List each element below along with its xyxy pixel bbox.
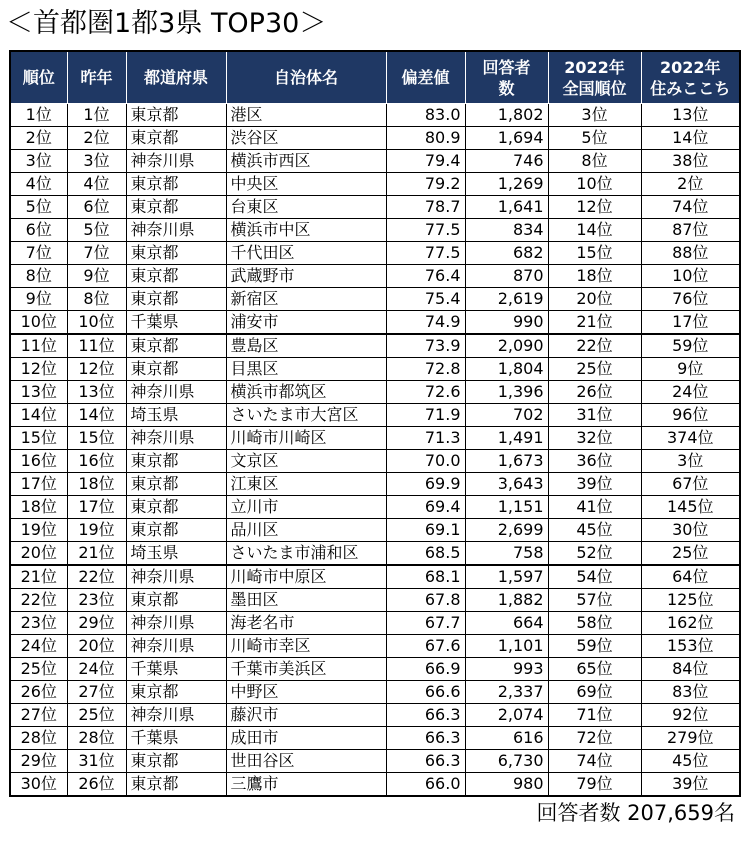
municipality-cell: 武蔵野市	[226, 265, 386, 288]
livability-cell: 30位	[641, 519, 740, 542]
prefecture-cell: 東京都	[126, 242, 226, 265]
table-row	[10, 242, 740, 265]
national-rank-cell: 39位	[548, 473, 641, 496]
prefecture-cell: 東京都	[126, 589, 226, 612]
livability-cell: 9位	[641, 358, 740, 381]
national-rank-cell: 21位	[548, 311, 641, 335]
table-row	[10, 173, 740, 196]
deviation-cell: 66.9	[386, 658, 465, 681]
deviation-cell: 80.9	[386, 127, 465, 150]
livability-cell: 2位	[641, 173, 740, 196]
table-row	[10, 612, 740, 635]
respondents-cell: 1,804	[465, 358, 548, 381]
livability-cell: 3位	[641, 450, 740, 473]
deviation-cell: 69.1	[386, 519, 465, 542]
rank-cell: 25位	[10, 658, 67, 681]
last-year-cell: 31位	[67, 750, 126, 773]
last-year-cell: 16位	[67, 450, 126, 473]
municipality-cell: さいたま市浦和区	[226, 542, 386, 566]
table-row	[10, 450, 740, 473]
national-rank-cell: 65位	[548, 658, 641, 681]
national-rank-cell: 45位	[548, 519, 641, 542]
last-year-cell: 25位	[67, 704, 126, 727]
national-rank-cell: 41位	[548, 496, 641, 519]
header-respondents	[465, 51, 548, 104]
municipality-cell: 新宿区	[226, 288, 386, 311]
municipality-cell: 品川区	[226, 519, 386, 542]
national-rank-cell: 20位	[548, 288, 641, 311]
last-year-cell: 29位	[67, 612, 126, 635]
prefecture-cell: 東京都	[126, 519, 226, 542]
municipality-cell: 川崎市幸区	[226, 635, 386, 658]
rank-cell: 1位	[10, 104, 67, 127]
last-year-cell: 24位	[67, 658, 126, 681]
municipality-cell: 千代田区	[226, 242, 386, 265]
last-year-cell: 9位	[67, 265, 126, 288]
respondents-cell: 616	[465, 727, 548, 750]
rank-cell: 18位	[10, 496, 67, 519]
respondents-cell: 1,802	[465, 104, 548, 127]
last-year-cell: 12位	[67, 358, 126, 381]
rank-cell: 9位	[10, 288, 67, 311]
deviation-cell: 77.5	[386, 242, 465, 265]
respondents-cell: 746	[465, 150, 548, 173]
municipality-cell: 墨田区	[226, 589, 386, 612]
municipality-cell: 三鷹市	[226, 773, 386, 797]
municipality-cell: 横浜市中区	[226, 219, 386, 242]
municipality-cell: 台東区	[226, 196, 386, 219]
table-row	[10, 589, 740, 612]
prefecture-cell: 東京都	[126, 265, 226, 288]
livability-cell: 67位	[641, 473, 740, 496]
national-rank-cell: 5位	[548, 127, 641, 150]
deviation-cell: 66.0	[386, 773, 465, 797]
rank-cell: 5位	[10, 196, 67, 219]
prefecture-cell: 神奈川県	[126, 150, 226, 173]
ranking-table	[9, 50, 741, 797]
last-year-cell: 4位	[67, 173, 126, 196]
deviation-cell: 77.5	[386, 219, 465, 242]
respondents-cell: 990	[465, 311, 548, 335]
national-rank-cell: 22位	[548, 334, 641, 358]
livability-cell: 76位	[641, 288, 740, 311]
national-rank-cell: 3位	[548, 104, 641, 127]
deviation-cell: 71.3	[386, 427, 465, 450]
livability-cell: 24位	[641, 381, 740, 404]
header-line: 数	[498, 78, 515, 98]
respondents-cell: 2,699	[465, 519, 548, 542]
national-rank-cell: 74位	[548, 750, 641, 773]
rank-cell: 16位	[10, 450, 67, 473]
respondents-cell: 664	[465, 612, 548, 635]
header-municipality	[226, 51, 386, 104]
rank-cell: 7位	[10, 242, 67, 265]
livability-cell: 74位	[641, 196, 740, 219]
respondents-cell: 1,269	[465, 173, 548, 196]
prefecture-cell: 東京都	[126, 450, 226, 473]
table-row	[10, 681, 740, 704]
respondents-cell: 3,643	[465, 473, 548, 496]
deviation-cell: 79.2	[386, 173, 465, 196]
respondents-cell: 1,673	[465, 450, 548, 473]
prefecture-cell: 東京都	[126, 127, 226, 150]
table-row	[10, 334, 740, 358]
table-row	[10, 219, 740, 242]
livability-cell: 87位	[641, 219, 740, 242]
prefecture-cell: 神奈川県	[126, 704, 226, 727]
national-rank-cell: 12位	[548, 196, 641, 219]
last-year-cell: 17位	[67, 496, 126, 519]
prefecture-cell: 神奈川県	[126, 381, 226, 404]
last-year-cell: 26位	[67, 773, 126, 797]
prefecture-cell: 神奈川県	[126, 219, 226, 242]
municipality-cell: 港区	[226, 104, 386, 127]
table-row	[10, 496, 740, 519]
rank-cell: 8位	[10, 265, 67, 288]
last-year-cell: 19位	[67, 519, 126, 542]
table-row	[10, 265, 740, 288]
deviation-cell: 67.8	[386, 589, 465, 612]
table-row	[10, 542, 740, 566]
last-year-cell: 22位	[67, 565, 126, 589]
livability-cell: 64位	[641, 565, 740, 589]
respondents-cell: 1,396	[465, 381, 548, 404]
prefecture-cell: 東京都	[126, 288, 226, 311]
livability-cell: 92位	[641, 704, 740, 727]
livability-cell: 25位	[641, 542, 740, 566]
prefecture-cell: 東京都	[126, 681, 226, 704]
prefecture-cell: 東京都	[126, 334, 226, 358]
prefecture-cell: 埼玉県	[126, 542, 226, 566]
rank-cell: 23位	[10, 612, 67, 635]
rank-cell: 3位	[10, 150, 67, 173]
last-year-cell: 23位	[67, 589, 126, 612]
last-year-cell: 13位	[67, 381, 126, 404]
municipality-cell: 成田市	[226, 727, 386, 750]
rank-cell: 2位	[10, 127, 67, 150]
rank-cell: 11位	[10, 334, 67, 358]
deviation-cell: 72.6	[386, 381, 465, 404]
municipality-cell: 横浜市西区	[226, 150, 386, 173]
prefecture-cell: 神奈川県	[126, 565, 226, 589]
rank-cell: 17位	[10, 473, 67, 496]
livability-cell: 83位	[641, 681, 740, 704]
last-year-cell: 7位	[67, 242, 126, 265]
livability-cell: 374位	[641, 427, 740, 450]
last-year-cell: 21位	[67, 542, 126, 566]
deviation-cell: 83.0	[386, 104, 465, 127]
table-row	[10, 427, 740, 450]
rank-cell: 15位	[10, 427, 67, 450]
prefecture-cell: 神奈川県	[126, 612, 226, 635]
prefecture-cell: 千葉県	[126, 658, 226, 681]
respondents-cell: 1,491	[465, 427, 548, 450]
prefecture-cell: 神奈川県	[126, 427, 226, 450]
rank-cell: 22位	[10, 589, 67, 612]
deviation-cell: 74.9	[386, 311, 465, 335]
deviation-cell: 67.7	[386, 612, 465, 635]
livability-cell: 279位	[641, 727, 740, 750]
header-livability-2022	[641, 51, 740, 104]
livability-cell: 153位	[641, 635, 740, 658]
last-year-cell: 14位	[67, 404, 126, 427]
respondents-cell: 980	[465, 773, 548, 797]
livability-cell: 39位	[641, 773, 740, 797]
prefecture-cell: 東京都	[126, 358, 226, 381]
last-year-cell: 20位	[67, 635, 126, 658]
respondents-cell: 1,101	[465, 635, 548, 658]
header-line: 自治体名	[273, 68, 338, 87]
table-row	[10, 565, 740, 589]
last-year-cell: 1位	[67, 104, 126, 127]
table-body	[10, 104, 740, 797]
national-rank-cell: 26位	[548, 381, 641, 404]
prefecture-cell: 東京都	[126, 750, 226, 773]
municipality-cell: 藤沢市	[226, 704, 386, 727]
deviation-cell: 75.4	[386, 288, 465, 311]
respondents-cell: 1,597	[465, 565, 548, 589]
respondents-cell: 1,882	[465, 589, 548, 612]
rank-cell: 4位	[10, 173, 67, 196]
rank-cell: 29位	[10, 750, 67, 773]
deviation-cell: 66.3	[386, 704, 465, 727]
rank-cell: 13位	[10, 381, 67, 404]
livability-cell: 145位	[641, 496, 740, 519]
table-row	[10, 635, 740, 658]
prefecture-cell: 東京都	[126, 496, 226, 519]
national-rank-cell: 10位	[548, 173, 641, 196]
national-rank-cell: 31位	[548, 404, 641, 427]
table-row	[10, 473, 740, 496]
table-row	[10, 773, 740, 797]
national-rank-cell: 15位	[548, 242, 641, 265]
respondents-cell: 1,694	[465, 127, 548, 150]
respondents-cell: 993	[465, 658, 548, 681]
header-line: 回答者	[482, 57, 531, 77]
livability-cell: 84位	[641, 658, 740, 681]
header-deviation	[386, 51, 465, 104]
last-year-cell: 15位	[67, 427, 126, 450]
table-row	[10, 727, 740, 750]
header-line: 昨年	[80, 68, 113, 87]
livability-cell: 59位	[641, 334, 740, 358]
prefecture-cell: 東京都	[126, 196, 226, 219]
header-line: 順位	[22, 68, 55, 87]
rank-cell: 21位	[10, 565, 67, 589]
municipality-cell: 横浜市都筑区	[226, 381, 386, 404]
national-rank-cell: 14位	[548, 219, 641, 242]
rank-cell: 10位	[10, 311, 67, 335]
table-row	[10, 311, 740, 335]
table-header	[10, 51, 740, 104]
national-rank-cell: 57位	[548, 589, 641, 612]
national-rank-cell: 54位	[548, 565, 641, 589]
prefecture-cell: 千葉県	[126, 727, 226, 750]
livability-cell: 14位	[641, 127, 740, 150]
deviation-cell: 76.4	[386, 265, 465, 288]
municipality-cell: 立川市	[226, 496, 386, 519]
header-line: 2022年	[659, 57, 721, 77]
header-last-year	[67, 51, 126, 104]
deviation-cell: 68.5	[386, 542, 465, 566]
rank-cell: 30位	[10, 773, 67, 797]
last-year-cell: 8位	[67, 288, 126, 311]
livability-cell: 17位	[641, 311, 740, 335]
prefecture-cell: 東京都	[126, 473, 226, 496]
national-rank-cell: 59位	[548, 635, 641, 658]
rank-cell: 27位	[10, 704, 67, 727]
respondents-cell: 2,619	[465, 288, 548, 311]
respondents-cell: 2,090	[465, 334, 548, 358]
prefecture-cell: 東京都	[126, 173, 226, 196]
livability-cell: 38位	[641, 150, 740, 173]
livability-cell: 96位	[641, 404, 740, 427]
header-line: 住みここち	[650, 78, 731, 98]
municipality-cell: 目黒区	[226, 358, 386, 381]
last-year-cell: 11位	[67, 334, 126, 358]
header-line: 都道府県	[143, 68, 208, 87]
respondents-cell: 1,151	[465, 496, 548, 519]
respondent-total: 回答者数 207,659名	[536, 801, 735, 825]
livability-cell: 162位	[641, 612, 740, 635]
municipality-cell: さいたま市大宮区	[226, 404, 386, 427]
livability-cell: 45位	[641, 750, 740, 773]
prefecture-cell: 東京都	[126, 104, 226, 127]
rank-cell: 20位	[10, 542, 67, 566]
municipality-cell: 文京区	[226, 450, 386, 473]
last-year-cell: 3位	[67, 150, 126, 173]
national-rank-cell: 72位	[548, 727, 641, 750]
national-rank-cell: 18位	[548, 265, 641, 288]
municipality-cell: 世田谷区	[226, 750, 386, 773]
last-year-cell: 28位	[67, 727, 126, 750]
rank-cell: 12位	[10, 358, 67, 381]
page-title: ＜首都圏1都3県 TOP30＞	[6, 8, 327, 39]
header-prefecture	[126, 51, 226, 104]
deviation-cell: 67.6	[386, 635, 465, 658]
municipality-cell: 中央区	[226, 173, 386, 196]
municipality-cell: 海老名市	[226, 612, 386, 635]
municipality-cell: 川崎市中原区	[226, 565, 386, 589]
table-row	[10, 519, 740, 542]
last-year-cell: 5位	[67, 219, 126, 242]
last-year-cell: 27位	[67, 681, 126, 704]
table-row	[10, 127, 740, 150]
deviation-cell: 66.6	[386, 681, 465, 704]
respondents-cell: 682	[465, 242, 548, 265]
deviation-cell: 66.3	[386, 727, 465, 750]
header-line: 偏差値	[401, 68, 450, 87]
respondents-cell: 702	[465, 404, 548, 427]
respondents-cell: 6,730	[465, 750, 548, 773]
deviation-cell: 79.4	[386, 150, 465, 173]
livability-cell: 13位	[641, 104, 740, 127]
table-row	[10, 104, 740, 127]
municipality-cell: 浦安市	[226, 311, 386, 335]
municipality-cell: 川崎市川崎区	[226, 427, 386, 450]
national-rank-cell: 36位	[548, 450, 641, 473]
national-rank-cell: 79位	[548, 773, 641, 797]
municipality-cell: 渋谷区	[226, 127, 386, 150]
table-row	[10, 750, 740, 773]
prefecture-cell: 東京都	[126, 773, 226, 797]
table-row	[10, 150, 740, 173]
deviation-cell: 72.8	[386, 358, 465, 381]
table-row	[10, 358, 740, 381]
respondents-cell: 1,641	[465, 196, 548, 219]
table-row	[10, 404, 740, 427]
municipality-cell: 豊島区	[226, 334, 386, 358]
national-rank-cell: 58位	[548, 612, 641, 635]
national-rank-cell: 52位	[548, 542, 641, 566]
respondents-cell: 758	[465, 542, 548, 566]
deviation-cell: 78.7	[386, 196, 465, 219]
last-year-cell: 2位	[67, 127, 126, 150]
deviation-cell: 69.9	[386, 473, 465, 496]
last-year-cell: 18位	[67, 473, 126, 496]
last-year-cell: 10位	[67, 311, 126, 335]
prefecture-cell: 埼玉県	[126, 404, 226, 427]
table-row	[10, 704, 740, 727]
municipality-cell: 江東区	[226, 473, 386, 496]
rank-cell: 6位	[10, 219, 67, 242]
national-rank-cell: 25位	[548, 358, 641, 381]
livability-cell: 125位	[641, 589, 740, 612]
respondents-cell: 2,337	[465, 681, 548, 704]
municipality-cell: 千葉市美浜区	[226, 658, 386, 681]
national-rank-cell: 32位	[548, 427, 641, 450]
header-line: 2022年	[564, 57, 625, 77]
national-rank-cell: 71位	[548, 704, 641, 727]
national-rank-cell: 69位	[548, 681, 641, 704]
deviation-cell: 66.3	[386, 750, 465, 773]
table-row	[10, 196, 740, 219]
header-line: 全国順位	[562, 78, 627, 98]
header-rank	[10, 51, 67, 104]
deviation-cell: 71.9	[386, 404, 465, 427]
livability-cell: 88位	[641, 242, 740, 265]
national-rank-cell: 8位	[548, 150, 641, 173]
prefecture-cell: 千葉県	[126, 311, 226, 335]
rank-cell: 24位	[10, 635, 67, 658]
deviation-cell: 70.0	[386, 450, 465, 473]
rank-cell: 14位	[10, 404, 67, 427]
last-year-cell: 6位	[67, 196, 126, 219]
prefecture-cell: 神奈川県	[126, 635, 226, 658]
header-row	[10, 51, 740, 104]
rank-cell: 28位	[10, 727, 67, 750]
deviation-cell: 69.4	[386, 496, 465, 519]
deviation-cell: 73.9	[386, 334, 465, 358]
table-row	[10, 658, 740, 681]
rank-cell: 26位	[10, 681, 67, 704]
table-row	[10, 381, 740, 404]
respondents-cell: 834	[465, 219, 548, 242]
header-national-rank-2022	[548, 51, 641, 104]
respondents-cell: 2,074	[465, 704, 548, 727]
respondents-cell: 870	[465, 265, 548, 288]
deviation-cell: 68.1	[386, 565, 465, 589]
municipality-cell: 中野区	[226, 681, 386, 704]
rank-cell: 19位	[10, 519, 67, 542]
table-row	[10, 288, 740, 311]
livability-cell: 10位	[641, 265, 740, 288]
